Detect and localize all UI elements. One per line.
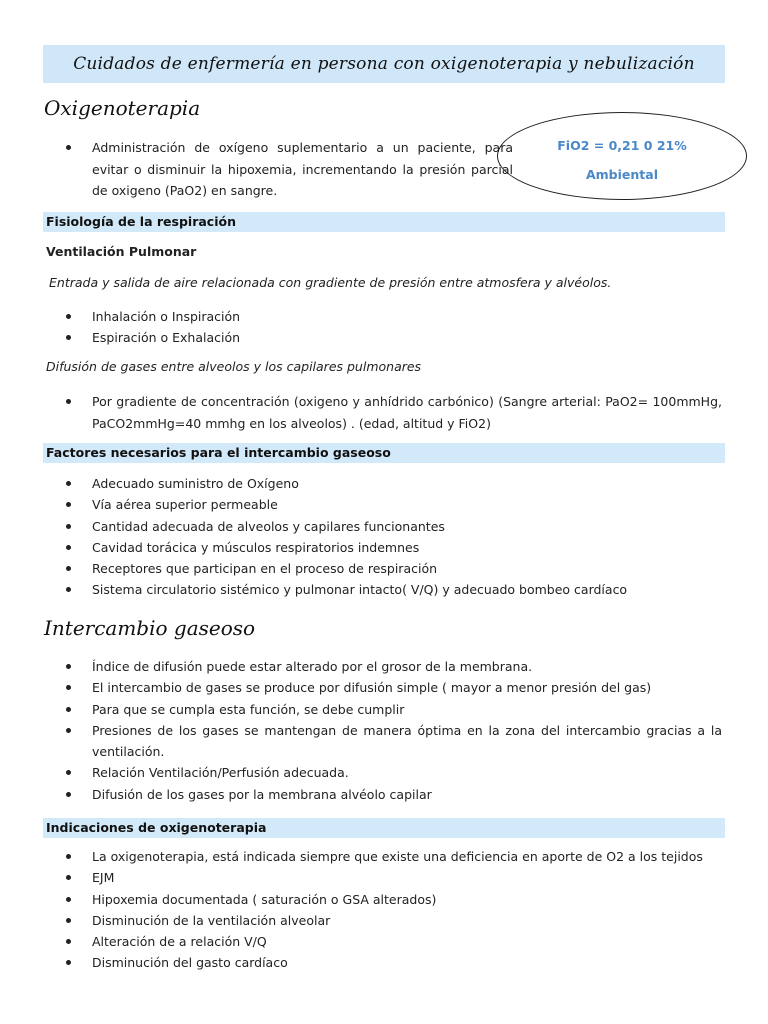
list-item: Espiración o Exhalación [66, 327, 706, 348]
ventilacion-title: Ventilación Pulmonar [46, 244, 197, 259]
intercambio-list [66, 656, 722, 805]
ventilacion-list [66, 306, 706, 349]
heading-oxigenoterapia: Oxigenoterapia [44, 96, 201, 120]
document-title: Cuidados de enfermería en persona con oxigenoterapia y nebulización [43, 45, 725, 83]
list-item: Cantidad adecuada de alveolos y capilares funcionantes [66, 516, 722, 537]
list-item: Vía aérea superior permeable [66, 494, 722, 515]
list-item: Presiones de los gases se mantengan de manera óptima en la zona del intercambio gracias a la ventilación. [66, 720, 722, 763]
list-item: Adecuado suministro de Oxígeno [66, 473, 722, 494]
list-item: La oxigenoterapia, está indicada siempre que existe una deficiencia en aporte de O2 a los tejidos [66, 846, 722, 867]
difusion-list [66, 391, 722, 434]
list-item: Inhalación o Inspiración [66, 306, 706, 327]
list-item: Disminución de la ventilación alveolar [66, 910, 722, 931]
list-item: Índice de difusión puede estar alterado por el grosor de la membrana. [66, 656, 722, 677]
ventilacion-description: Entrada y salida de aire relacionada con gradiente de presión entre atmosfera y alvéolos. [49, 275, 612, 290]
indicaciones-list [66, 846, 722, 974]
heading-intercambio: Intercambio gaseoso [44, 616, 256, 640]
section-heading-indicaciones: Indicaciones de oxigenoterapia [43, 818, 725, 838]
list-item: EJM [66, 867, 722, 888]
list-item: Disminución del gasto cardíaco [66, 952, 722, 973]
section-heading-factores: Factores necesarios para el intercambio gaseoso [43, 443, 725, 463]
list-item: Por gradiente de concentración (oxigeno y anhídrido carbónico) (Sangre arterial: PaO2= 100mmHg, PaCO2mmHg=40 mmhg en los alveolos) . (edad, altitud y FiO2) [66, 391, 722, 434]
factores-list [66, 473, 722, 601]
list-item: Para que se cumpla esta función, se debe cumplir [66, 699, 722, 720]
fio2-value: FiO2 = 0,21 0 21% [557, 138, 687, 153]
list-item: Cavidad torácica y músculos respiratorios indemnes [66, 537, 722, 558]
list-item: Sistema circulatorio sistémico y pulmonar intacto( V/Q) y adecuado bombeo cardíaco [66, 579, 722, 600]
fio2-label: Ambiental [585, 167, 658, 182]
list-item: Difusión de los gases por la membrana alvéolo capilar [66, 784, 722, 805]
difusion-title: Difusión de gases entre alveolos y los capilares pulmonares [46, 359, 422, 374]
list-item: Receptores que participan en el proceso de respiración [66, 558, 722, 579]
list-item: Administración de oxígeno suplementario a un paciente, para evitar o disminuir la hipoxemia, incrementando la presión parcial de oxigeno (PaO2) en sangre. [66, 137, 513, 202]
section-heading-fisiologia: Fisiología de la respiración [43, 212, 725, 232]
list-item: Alteración de a relación V/Q [66, 931, 722, 952]
list-item: Hipoxemia documentada ( saturación o GSA alterados) [66, 889, 722, 910]
fio2-callout [497, 112, 747, 200]
list-item: Relación Ventilación/Perfusión adecuada. [66, 762, 722, 783]
oxigenoterapia-list [66, 137, 513, 202]
list-item: El intercambio de gases se produce por difusión simple ( mayor a menor presión del gas) [66, 677, 722, 698]
